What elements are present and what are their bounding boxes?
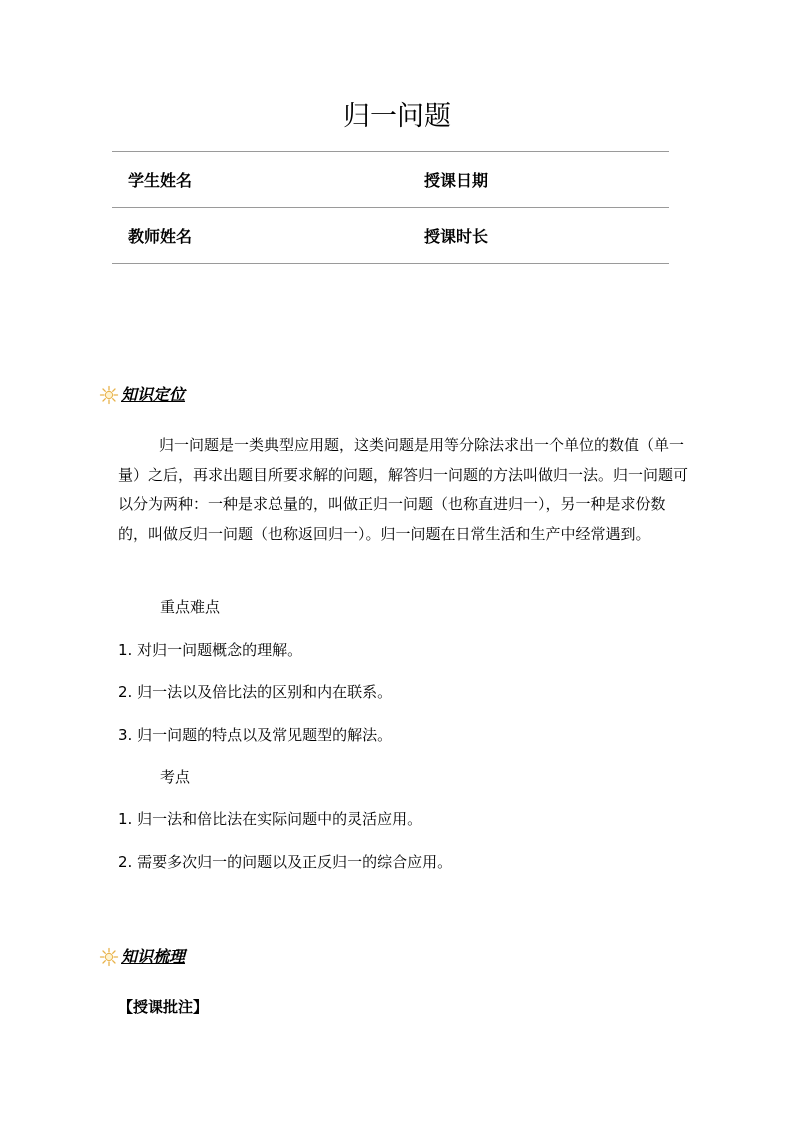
lesson-date-label: 授课日期 (424, 152, 669, 208)
exam-point-item: 1. 归一法和倍比法在实际问题中的灵活应用。 (118, 810, 423, 828)
section-heading-knowledge-position (99, 384, 185, 406)
info-row (112, 152, 669, 208)
section-title: 知识梳理 (121, 947, 186, 966)
key-points-heading: 重点难点 (160, 598, 221, 616)
page-title: 归一问题 (343, 101, 451, 132)
section-heading-knowledge-review (99, 946, 185, 968)
teaching-note-label: 【授课批注】 (118, 998, 209, 1016)
info-table (112, 151, 669, 264)
exam-point-item: 2. 需要多次归一的问题以及正反归一的综合应用。 (118, 853, 453, 871)
teacher-name-label: 教师姓名 (112, 208, 424, 264)
key-point-item: 1. 对归一问题概念的理解。 (118, 641, 303, 659)
intro-paragraph: 归一问题是一类典型应用题，这类问题是用等分除法求出一个单位的数值（单一量）之后，再求出题目所要求解的问题，解答归一问题的方法叫做归一法。归一问题可以分为两种：一种是求总量的，叫做正归一问题（也称直进归一），另一种是求份数的，叫做反归一问题（也称返回归一）。归一问题在日常生活和生产中经常遇到。 (118, 436, 689, 543)
sun-icon (99, 947, 119, 967)
lesson-duration-label: 授课时长 (424, 208, 669, 264)
key-point-item: 2. 归一法以及倍比法的区别和内在联系。 (118, 683, 393, 701)
info-row (112, 208, 669, 264)
key-point-item: 3. 归一问题的特点以及常见题型的解法。 (118, 726, 393, 744)
section-title: 知识定位 (121, 385, 186, 404)
exam-points-heading: 考点 (160, 768, 191, 786)
student-name-label: 学生姓名 (112, 152, 424, 208)
sun-icon (99, 385, 119, 405)
